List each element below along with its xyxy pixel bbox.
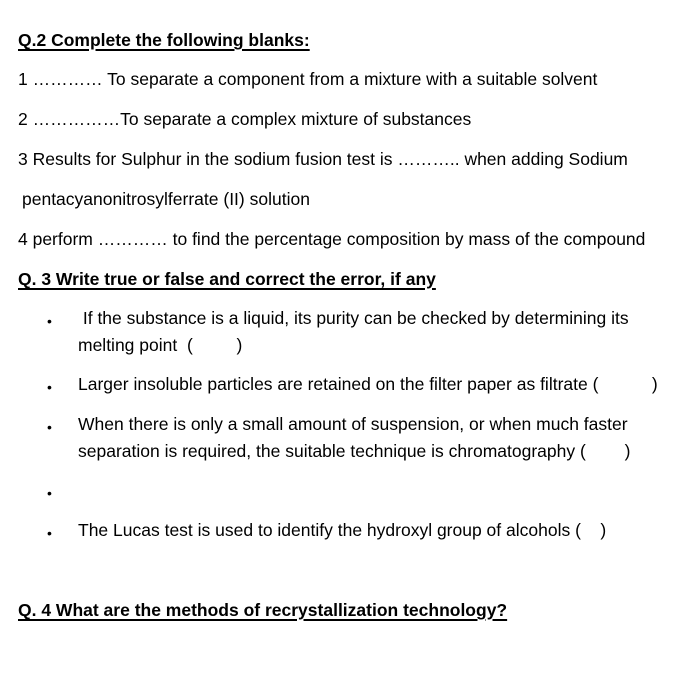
q3-statement-2: Larger insoluble particles are retained on the filter paper as filtrate ( ) (78, 374, 658, 394)
q3-statement-5: The Lucas test is used to identify the hydroxyl group of alcohols ( ) (78, 520, 607, 540)
q3-statement-1-line-2: melting point ( ) (78, 335, 243, 355)
q3-statement-1-line-1: If the substance is a liquid, its purity can be checked by determining its (78, 308, 629, 328)
q4-heading: Q. 4 What are the methods of recrystallization technology? (18, 600, 508, 620)
bullet-4: • (47, 485, 52, 501)
q2-item-4: 4 perform ………… to find the percentage composition by mass of the compound (18, 229, 646, 249)
q3-heading: Q. 3 Write true or false and correct the error, if any (18, 269, 436, 289)
q2-item-1: 1 ………… To separate a component from a mixture with a suitable solvent (18, 69, 598, 89)
bullet-3: • (47, 419, 52, 435)
q2-item-2: 2 ……………To separate a complex mixture of substances (18, 109, 472, 129)
bullet-1: • (47, 313, 52, 329)
q2-item-3-line-2: pentacyanonitrosylferrate (II) solution (22, 189, 310, 209)
bullet-2: • (47, 379, 52, 395)
q3-statement-3-line-1: When there is only a small amount of suspension, or when much faster (78, 414, 628, 434)
q2-item-3-line-1: 3 Results for Sulphur in the sodium fusion test is ……….. when adding Sodium (18, 149, 628, 169)
q2-heading: Q.2 Complete the following blanks: (18, 30, 310, 50)
bullet-5: • (47, 525, 52, 541)
q3-statement-3-line-2: separation is required, the suitable technique is chromatography ( ) (78, 441, 631, 461)
